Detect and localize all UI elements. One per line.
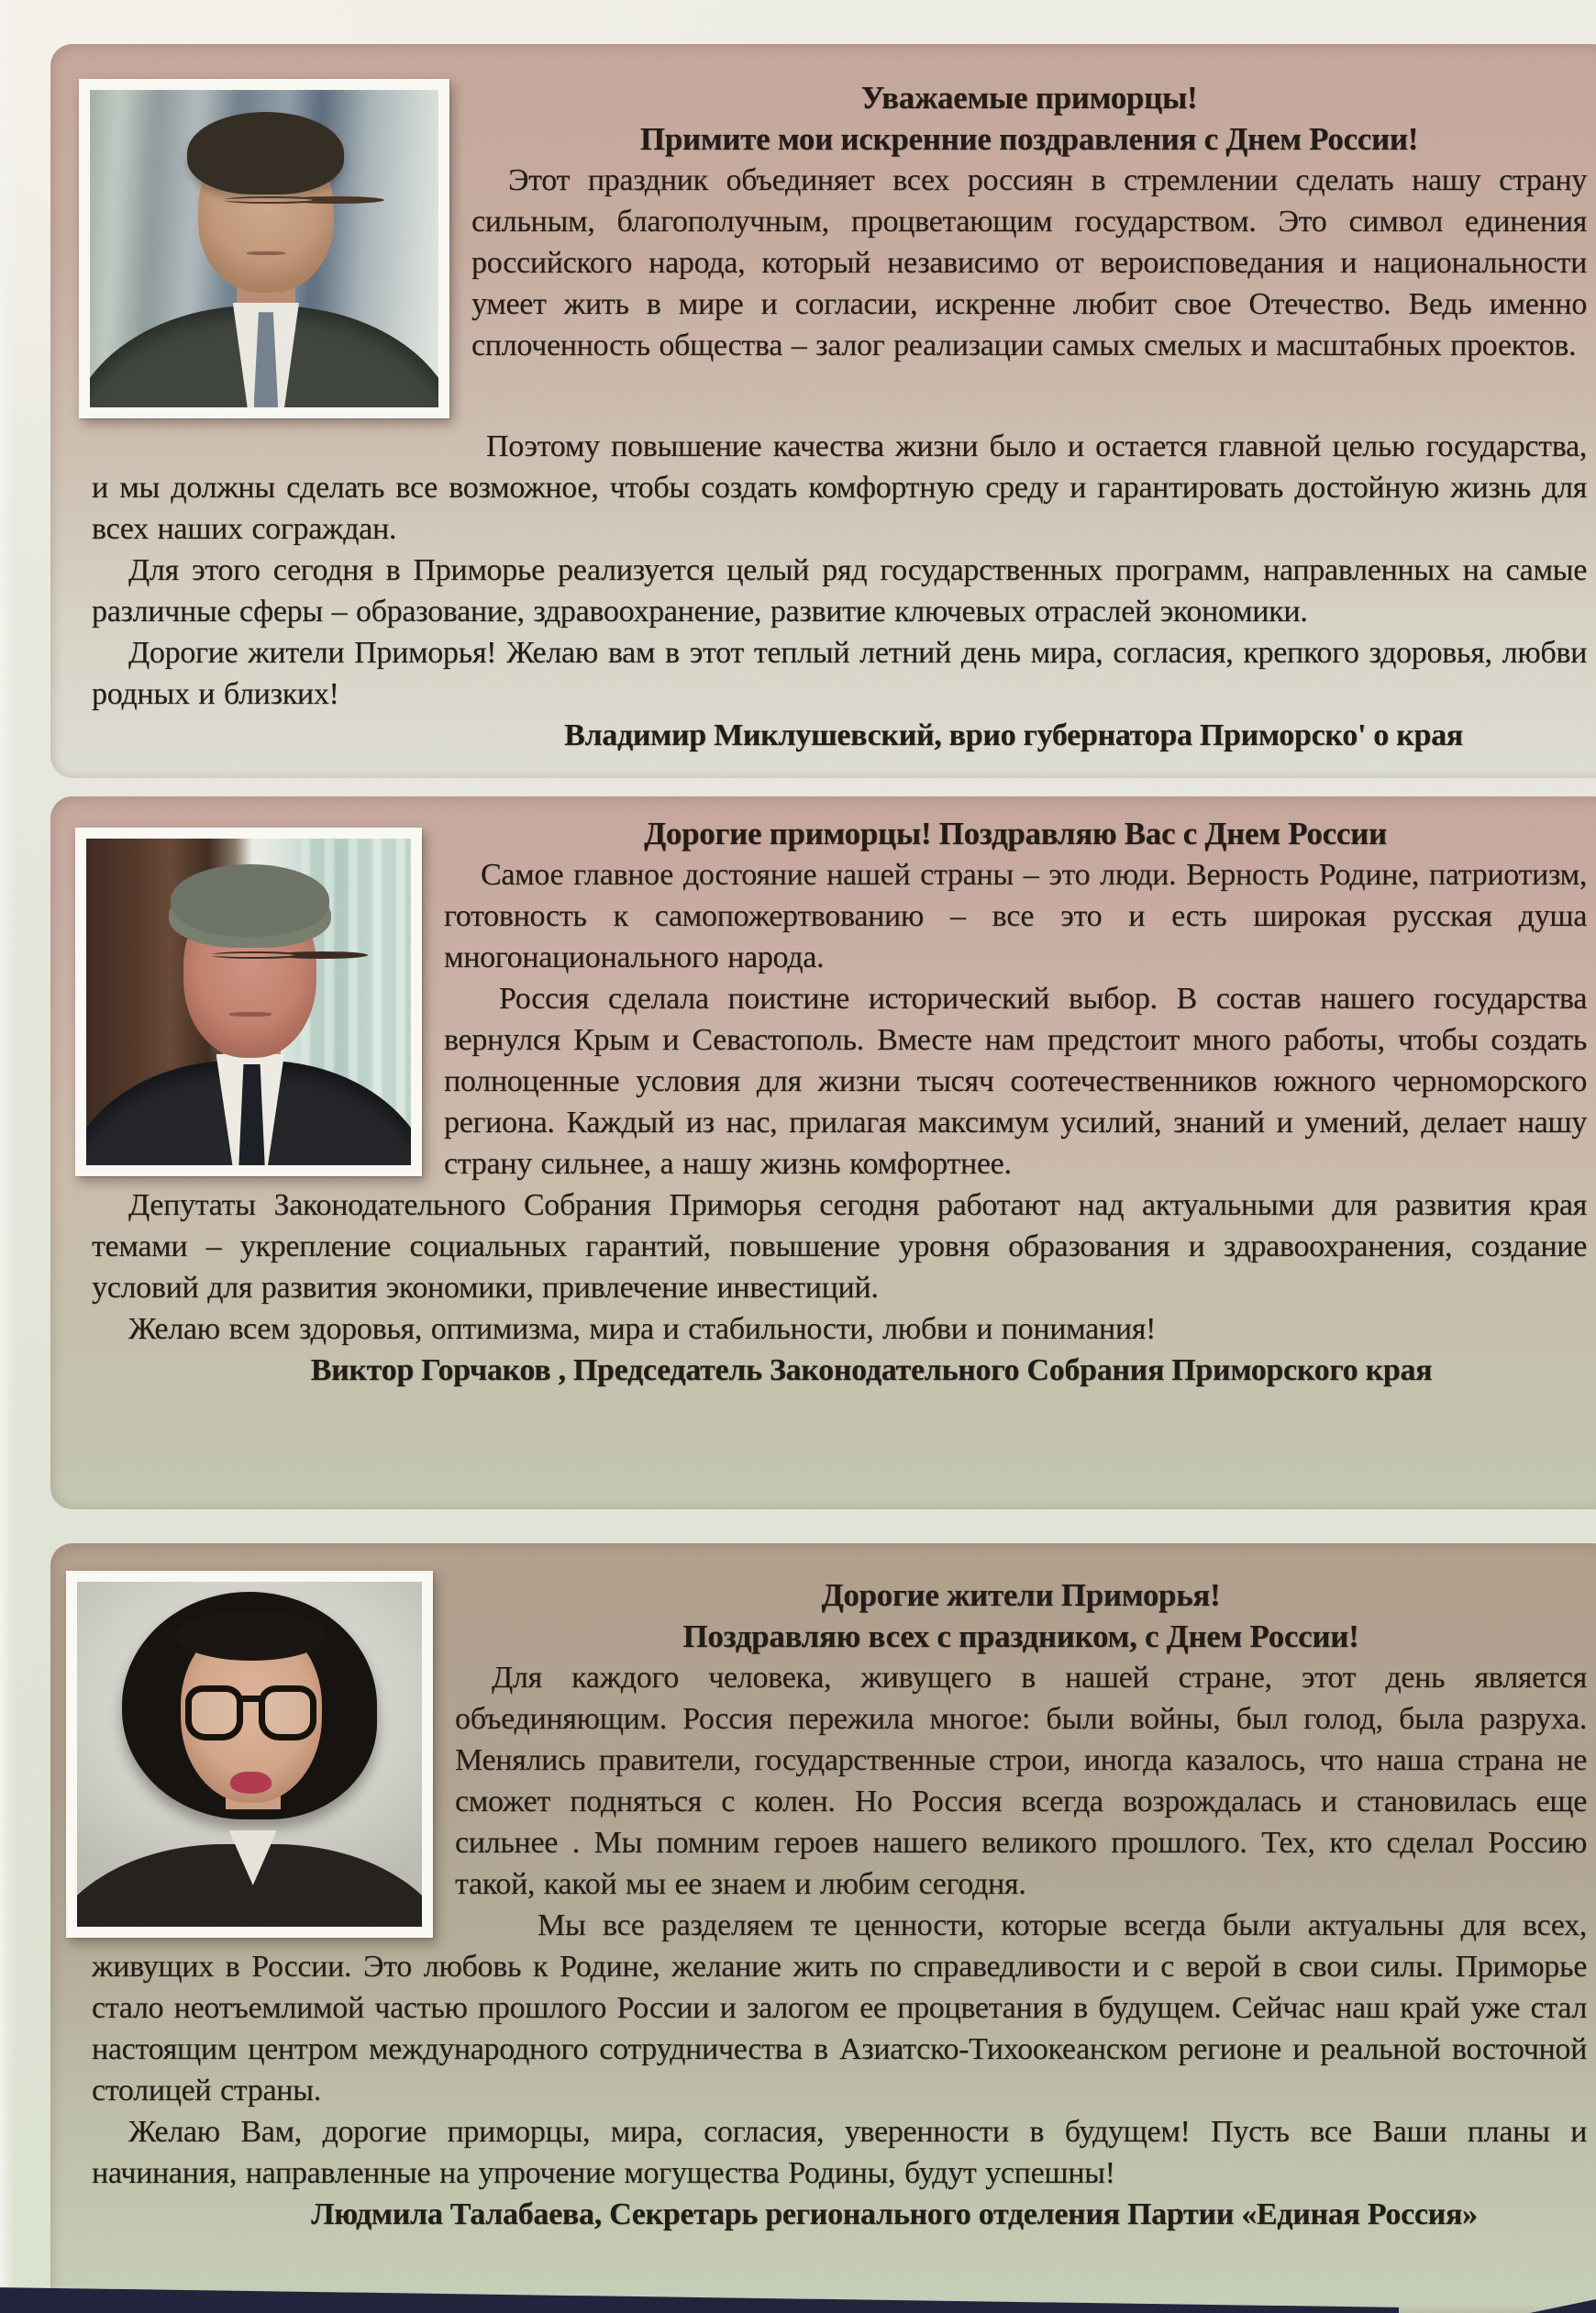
signature: Виктор Горчаков , Председатель Законодательного Собрания Приморского края xyxy=(310,1353,1433,1387)
greeting-title-line: Уважаемые приморцы! xyxy=(860,80,1198,116)
greeting-paragraph: Мы все разделяем те ценности, которые всегда были актуальны для всех, живущих в России. Это любовь к Родине, желание жить по справедливости и с верой в свои силы. Приморье стало неотъемлимой частью прошлого России и залогом ее процветания в будущем. Сейчас наш край уже стал настоящим центром международного сотрудничества в Азиатско-Тихоокеанском регионе и реальной восточной столицей страны. xyxy=(92,1908,1587,2107)
signature: Владимир Миклушевский, врио губернатора Приморско' о края xyxy=(564,718,1463,752)
greeting-block-party-secretary xyxy=(50,1543,1596,2313)
greeting-title-line: Примите мои искренние поздравления с Днем России! xyxy=(639,121,1419,157)
greeting-title-line: Дорогие приморцы! Поздравляю Вас с Днем России xyxy=(644,816,1387,851)
eyes-shape xyxy=(206,953,294,957)
portrait-art-3 xyxy=(77,1582,422,1927)
portrait-art-1 xyxy=(90,90,438,407)
greeting-paragraph: Желаю Вам, дорогие приморцы, мира, согласия, уверенности в будущем! Пусть все Ваши планы и начинания, направленные на упрочение могущества Родины, будут успешны! xyxy=(92,2115,1587,2190)
glasses-bridge xyxy=(240,1696,261,1702)
page-edge-highlight xyxy=(0,0,15,2313)
mouth-shape xyxy=(229,1012,272,1017)
greeting-block-governor xyxy=(50,44,1596,778)
greeting-paragraph: Дорогие жители Приморья! Желаю вам в этот теплый летний день мира, согласия, крепкого здоровья, любви родных и близких! xyxy=(92,636,1587,711)
lips-shape xyxy=(230,1772,272,1794)
greeting-paragraph: Для каждого человека, живущего в нашей стране, этот день является объединяющим. Россия пережила многое: были войны, был голод, была разруха. Менялись правители, государственные строи, иногда казалось, что наша страна не сможет подняться с колен. Но Россия всегда возрождалась и становилась еще сильнее . Мы помним героев нашего великого прошлого. Тех, кто сделал Россию такой, какой мы ее знаем и любим сегодня. xyxy=(455,1661,1587,1901)
portrait-photo-talabaeva xyxy=(66,1571,433,1938)
portrait-art-2 xyxy=(86,839,411,1165)
glasses-right-lens xyxy=(259,1685,316,1740)
greeting-block-speaker xyxy=(50,796,1596,1509)
greeting-paragraph: Желаю всем здоровья, оптимизма, мира и стабильности, любви и понимания! xyxy=(128,1312,1157,1346)
portrait-photo-gorchakov xyxy=(75,828,422,1176)
greeting-paragraph: Этот праздник объединяет всех россиян в стремлении сделать нашу страну сильным, благополучным, процветающим государством. Это символ единения российского народа, который независимо от вероисповедания и национальности умеет жить в мире и согласии, искренне любит свое Отечество. Ведь именно сплоченность общества – залог реализации самых смелых и масштабных проектов. xyxy=(471,163,1587,362)
glasses-left-lens xyxy=(185,1685,243,1740)
eyes-shape xyxy=(219,198,314,202)
greeting-paragraph: Россия сделала поистине исторический выбор. В состав нашего государства вернулся Крым и Севастополь. Вместе нам предстоит много работы, чтобы создать полноценные условия для жизни тысяч соотечественников южного черноморского региона. Каждый из нас, прилагая максимум усилий, знаний и умений, делает нашу страну сильнее, а нашу жизнь комфортнее. xyxy=(444,982,1587,1181)
portrait-photo-miklushevsky xyxy=(79,79,449,418)
hair-shape xyxy=(187,112,344,195)
greeting-paragraph: Депутаты Законодательного Собрания Приморья сегодня работают над актуальными для развития края темами – укрепление социальных гарантий, повышение уровня образования и здравоохранения, создание условий для развития экономики, привлечение инвестиций. xyxy=(92,1188,1587,1305)
hair-shape xyxy=(171,864,329,936)
greeting-title-line: Дорогие жители Приморья! xyxy=(821,1577,1221,1613)
greeting-paragraph: Самое главное достояние нашей страны – это люди. Верность Родине, патриотизм, готовность к самопожертвованию – все это и есть широкая русская душа многонационального народа. xyxy=(444,858,1587,974)
greeting-paragraph: Для этого сегодня в Приморье реализуется целый ряд государственных программ, направленных на самые различные сферы – образование, здравоохранение, развитие ключевых отраслей экономики. xyxy=(92,553,1587,628)
greeting-title-line: Поздравляю всех с праздником, с Днем России! xyxy=(682,1618,1359,1654)
greeting-paragraph: Поэтому повышение качества жизни было и остается главной целью государства, и мы должны сделать все возможное, чтобы создать комфортную среду и гарантировать достойную жизнь для всех наших сограждан. xyxy=(92,429,1587,546)
signature: Людмила Талабаева, Секретарь регионального отделения Партии «Единая Россия» xyxy=(311,2197,1478,2231)
glasses-shape xyxy=(185,1685,316,1740)
